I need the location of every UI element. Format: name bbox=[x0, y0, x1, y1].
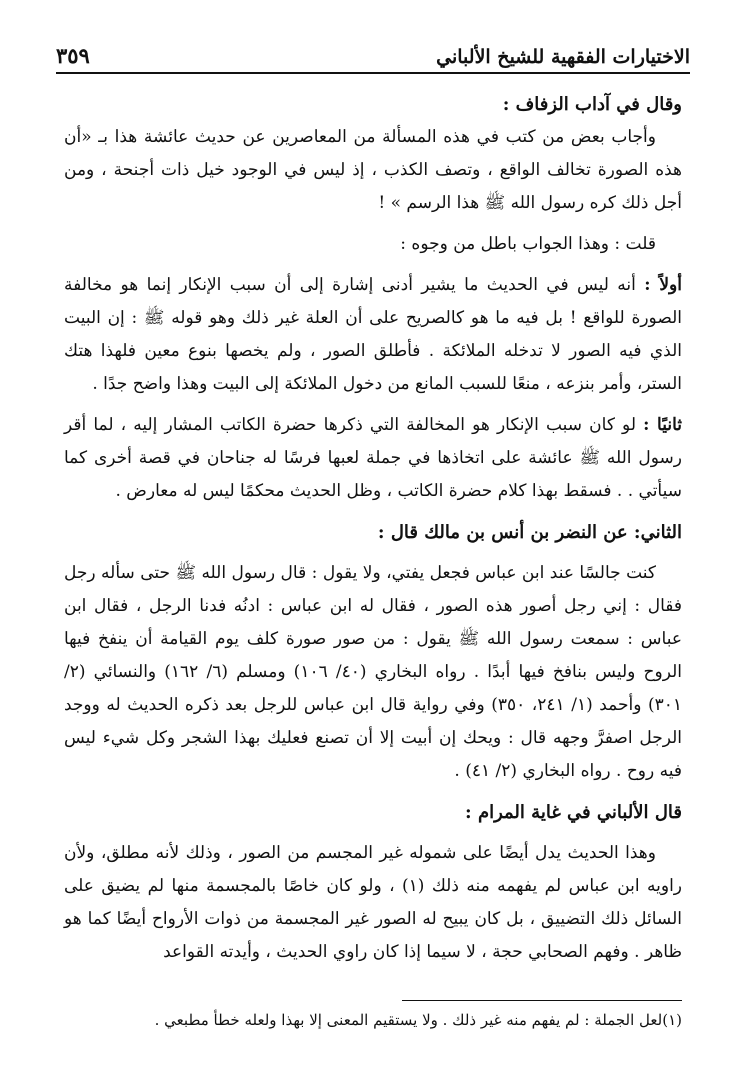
paragraph-text: أنه ليس في الحديث ما يشير أدنى إشارة إلى أن سبب الإنكار إنما هو مخالفة الصورة للواقع ! بل فيه ما هو كالصريح على أن العلة غير ذلك وهو قوله ﷺ : إن البيت الذي فيه الصور لا تدخله الملائكة . فأطلق الصور ، ولم يخصها بنوع معين فلهذا هتك الستر، وأمر بنزعه ، منعًا للسبب المانع من دخول الملائكة إلى البيت وهذا واضح جدًا . bbox=[64, 275, 682, 394]
paragraph-lead: ثانيًا : bbox=[643, 415, 682, 435]
paragraph-text: لو كان سبب الإنكار هو المخالفة التي ذكرها حضرة الكاتب المشار إليه ، لما أقر رسول الله ﷺ عائشة على اتخاذها في جملة لعبها فرسًا له جناحان في قصة أخرى كما سيأتي . . فسقط بهذا كلام حضرة الكاتب ، وظل الحديث محكمًا ليس له معارض . bbox=[64, 415, 682, 501]
paragraph: وأجاب بعض من كتب في هذه المسألة من المعاصرين عن حديث عائشة هذا بـ «أن هذه الصورة تخالف الواقع ، وتصف الكذب ، إذ ليس في الوجود خيل ذات أجنحة ، ومن أجل ذلك كره رسول الله ﷺ هذا الرسم » ! bbox=[64, 127, 682, 213]
paragraph bbox=[64, 269, 682, 401]
paragraph-lead: أولاً : bbox=[644, 275, 682, 295]
footnote: (١)لعل الجملة : لم يفهم منه غير ذلك . ولا يستقيم المعنى إلا بهذا ولعله خطأ مطبعي . bbox=[154, 1011, 682, 1029]
footnote-divider bbox=[402, 1000, 682, 1001]
section-heading: قال الألباني في غاية المرام : bbox=[465, 802, 682, 823]
paragraph: قلت : وهذا الجواب باطل من وجوه : bbox=[400, 234, 656, 254]
paragraph bbox=[64, 409, 682, 508]
page-body bbox=[64, 88, 682, 969]
paragraph: كنت جالسًا عند ابن عباس فجعل يفتي، ولا يقول : قال رسول الله ﷺ حتى سأله رجل فقال : إني رجل أصور هذه الصور ، فقال له ابن عباس : ادنُه فدنا الرجل ، فقال ابن عباس : سمعت رسول الله ﷺ يقول : من صور صورة كلف يوم القيامة أن ينفخ فيها الروح وليس بنافخ فيها أبدًا . رواه البخاري (٤٠/ ١٠٦) ومسلم (٦/ ١٦٢) والنسائي (٢/ ٣٠١) وأحمد (١/ ٢٤١، ٣٥٠) وفي رواية قال ابن عباس للرجل بعد ذكره الحديث له ووجد الرجل اصفرَّ وجهه قال : ويحك إن أبيت إلا أن تصنع فعليك بهذا الشجر وكل شيء ليس فيه روح . رواه البخاري (٢/ ٤١) . bbox=[64, 563, 683, 781]
section-heading: وقال في آداب الزفاف : bbox=[502, 94, 682, 115]
section-heading: الثاني: عن النضر بن أنس بن مالك قال : bbox=[377, 522, 682, 543]
running-title: الاختيارات الفقهية للشيخ الألباني bbox=[436, 46, 690, 68]
page-number: ٣٥٩ bbox=[56, 43, 90, 68]
paragraph: وهذا الحديث يدل أيضًا على شموله غير المجسم من الصور ، وذلك لأنه مطلق، ولأن راويه ابن عباس لم يفهمه منه ذلك (١) ، ولو كان خاصًا بالمجسمة منها لم يضيق على السائل ذلك التضييق ، بل كان يبيح له الصور غير المجسمة من ذوات الأرواح أيضًا كما هو ظاهر . وفهم الصحابي حجة ، لا سيما إذا كان راوي الحديث ، وأيدته القواعد bbox=[64, 843, 683, 962]
footnotes bbox=[64, 1000, 682, 1031]
running-header bbox=[56, 38, 690, 74]
